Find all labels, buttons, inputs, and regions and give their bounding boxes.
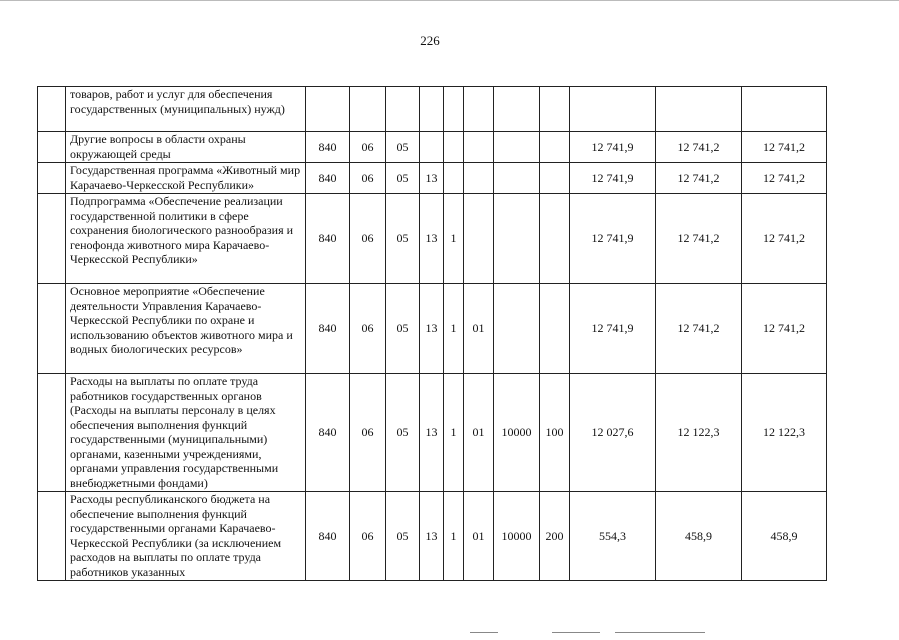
sum-year-1: 12 741,9 xyxy=(570,194,656,284)
row-marker-cell xyxy=(38,87,66,132)
section-code: 06 xyxy=(350,163,386,194)
subsection-code: 05 xyxy=(386,492,420,581)
subprogram-code: 1 xyxy=(444,374,464,492)
program-code: 13 xyxy=(420,194,444,284)
section-code: 06 xyxy=(350,492,386,581)
expense-type-code xyxy=(540,132,570,163)
program-code: 13 xyxy=(420,374,444,492)
ministry-code: 840 xyxy=(306,132,350,163)
section-code: 06 xyxy=(350,132,386,163)
section-code xyxy=(350,87,386,132)
expense-type-code: 100 xyxy=(540,374,570,492)
subprogram-code xyxy=(444,132,464,163)
program-code: 13 xyxy=(420,163,444,194)
sum-year-3: 12 741,2 xyxy=(742,163,827,194)
direction-code xyxy=(494,284,540,374)
direction-code xyxy=(494,87,540,132)
program-code xyxy=(420,87,444,132)
sum-year-3 xyxy=(742,87,827,132)
sum-year-3: 12 122,3 xyxy=(742,374,827,492)
subprogram-code: 1 xyxy=(444,284,464,374)
event-code xyxy=(464,194,494,284)
event-code: 01 xyxy=(464,284,494,374)
ministry-code: 840 xyxy=(306,194,350,284)
event-code xyxy=(464,87,494,132)
event-code: 01 xyxy=(464,492,494,581)
direction-code: 10000 xyxy=(494,374,540,492)
subsection-code: 05 xyxy=(386,374,420,492)
table-row xyxy=(38,194,827,284)
row-marker-cell xyxy=(38,374,66,492)
section-code: 06 xyxy=(350,284,386,374)
top-edge-line xyxy=(0,0,899,1)
row-name: Подпрограмма «Обеспечение реализации государственной политики в сфере сохранения биологического разнообразия и генофонда животного мира Карачаево-Черкесской Республики» xyxy=(66,194,306,284)
row-name: Расходы республиканского бюджета на обеспечение выполнения функций государственными органами Карачаево-Черкесской Республики (за исключением расходов на выплаты по оплате труда работников указанных xyxy=(66,492,306,581)
subprogram-code: 1 xyxy=(444,492,464,581)
table-row xyxy=(38,284,827,374)
sum-year-3: 12 741,2 xyxy=(742,132,827,163)
sum-year-1: 12 741,9 xyxy=(570,132,656,163)
direction-code xyxy=(494,194,540,284)
sum-year-3: 12 741,2 xyxy=(742,284,827,374)
sum-year-2: 12 741,2 xyxy=(656,132,742,163)
direction-code xyxy=(494,132,540,163)
event-code xyxy=(464,132,494,163)
scan-mark xyxy=(552,632,600,633)
subprogram-code xyxy=(444,87,464,132)
scan-mark xyxy=(470,632,498,633)
sum-year-2: 12 741,2 xyxy=(656,194,742,284)
ministry-code: 840 xyxy=(306,374,350,492)
table-row xyxy=(38,132,827,163)
section-code: 06 xyxy=(350,194,386,284)
direction-code xyxy=(494,163,540,194)
subsection-code xyxy=(386,87,420,132)
sum-year-2: 458,9 xyxy=(656,492,742,581)
ministry-code: 840 xyxy=(306,492,350,581)
sum-year-2 xyxy=(656,87,742,132)
sum-year-2: 12 122,3 xyxy=(656,374,742,492)
row-marker-cell xyxy=(38,132,66,163)
sum-year-1 xyxy=(570,87,656,132)
subprogram-code: 1 xyxy=(444,194,464,284)
sum-year-3: 458,9 xyxy=(742,492,827,581)
sum-year-1: 12 741,9 xyxy=(570,163,656,194)
sum-year-1: 12 741,9 xyxy=(570,284,656,374)
program-code xyxy=(420,132,444,163)
subsection-code: 05 xyxy=(386,163,420,194)
table-row xyxy=(38,374,827,492)
expense-type-code xyxy=(540,87,570,132)
row-marker-cell xyxy=(38,163,66,194)
ministry-code: 840 xyxy=(306,163,350,194)
row-marker-cell xyxy=(38,492,66,581)
row-marker-cell xyxy=(38,194,66,284)
row-marker-cell xyxy=(38,284,66,374)
subsection-code: 05 xyxy=(386,284,420,374)
sum-year-2: 12 741,2 xyxy=(656,163,742,194)
row-name: Расходы на выплаты по оплате труда работников государственных органов (Расходы на выплаты персоналу в целях обеспечения выполнения функций государственными (муниципальными) органами, казенными учреждениями, органами управления государственными внебюджетными фондами) xyxy=(66,374,306,492)
program-code: 13 xyxy=(420,492,444,581)
event-code: 01 xyxy=(464,374,494,492)
table-row xyxy=(38,492,827,581)
table-row xyxy=(38,87,827,132)
section-code: 06 xyxy=(350,374,386,492)
row-name: Основное мероприятие «Обеспечение деятельности Управления Карачаево-Черкесской Республики по охране и использованию объектов животного мира и водных биологических ресурсов» xyxy=(66,284,306,374)
event-code xyxy=(464,163,494,194)
row-name: Другие вопросы в области охраны окружающей среды xyxy=(66,132,306,163)
ministry-code xyxy=(306,87,350,132)
sum-year-3: 12 741,2 xyxy=(742,194,827,284)
program-code: 13 xyxy=(420,284,444,374)
expense-type-code xyxy=(540,284,570,374)
row-name: Государственная программа «Животный мир Карачаево-Черкесской Республики» xyxy=(66,163,306,194)
page-number: 226 xyxy=(420,33,440,48)
sum-year-1: 12 027,6 xyxy=(570,374,656,492)
row-name: товаров, работ и услуг для обеспечения государственных (муниципальных) нужд) xyxy=(66,87,306,132)
direction-code: 10000 xyxy=(494,492,540,581)
subprogram-code xyxy=(444,163,464,194)
budget-table xyxy=(37,86,827,581)
scan-mark xyxy=(615,632,705,633)
subsection-code: 05 xyxy=(386,194,420,284)
sum-year-1: 554,3 xyxy=(570,492,656,581)
ministry-code: 840 xyxy=(306,284,350,374)
expense-type-code xyxy=(540,163,570,194)
sum-year-2: 12 741,2 xyxy=(656,284,742,374)
expense-type-code: 200 xyxy=(540,492,570,581)
table-row xyxy=(38,163,827,194)
subsection-code: 05 xyxy=(386,132,420,163)
expense-type-code xyxy=(540,194,570,284)
